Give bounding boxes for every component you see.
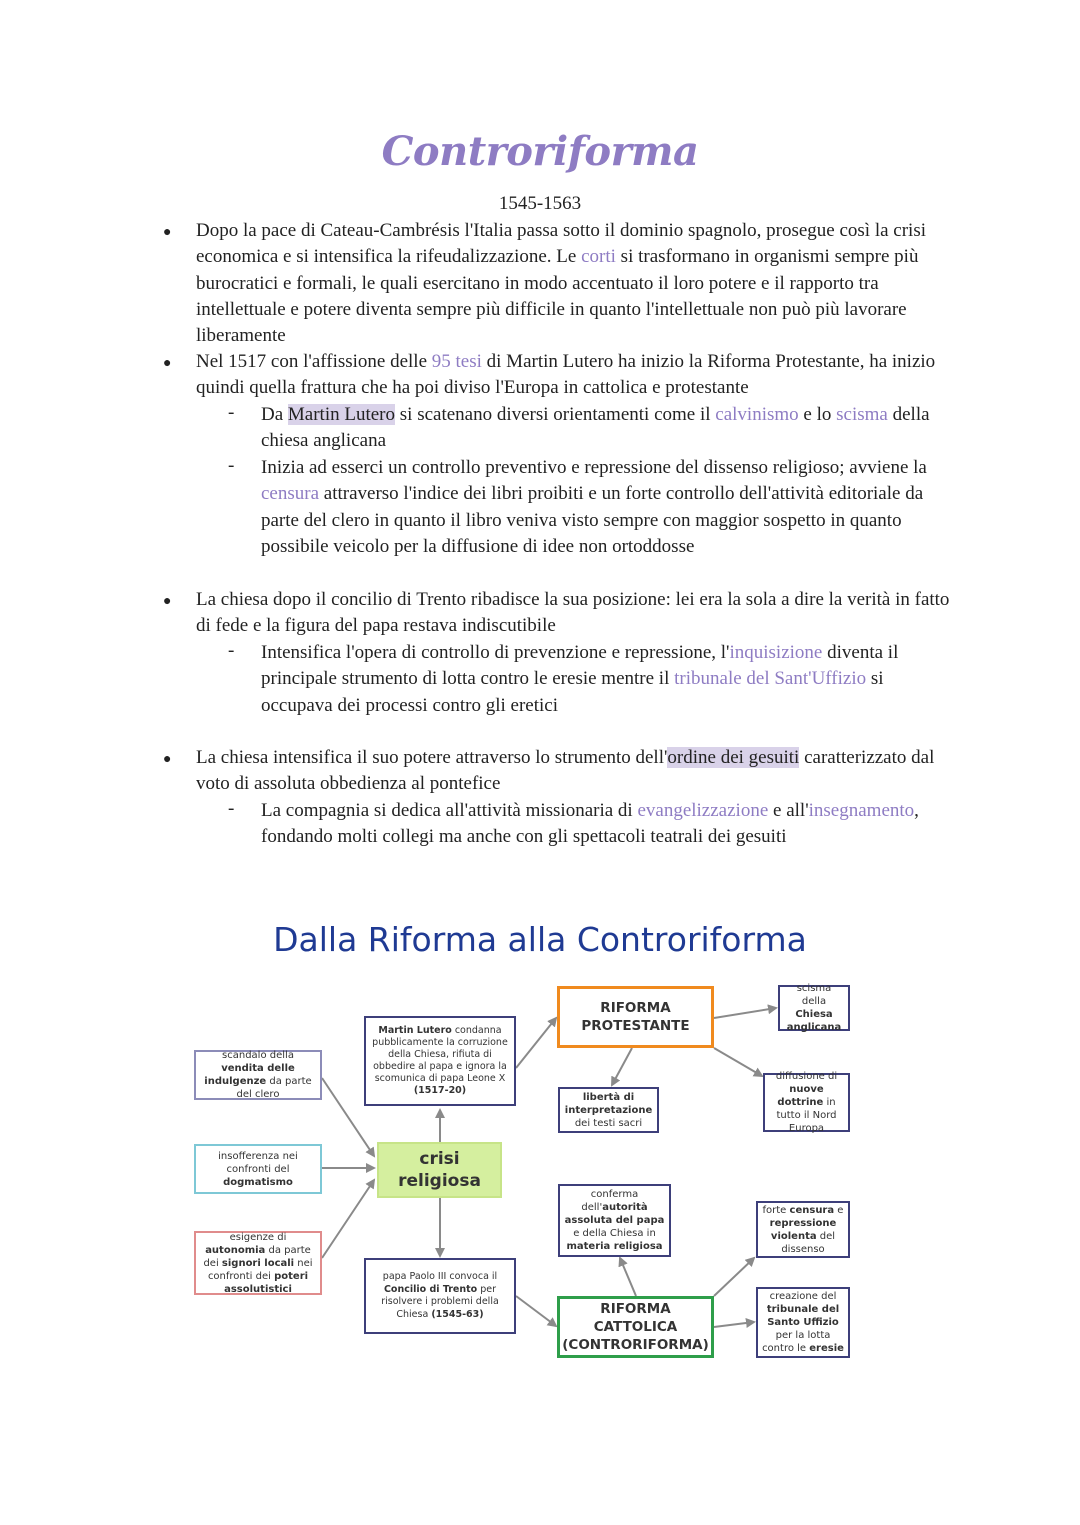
keyword-scisma: scisma xyxy=(836,404,888,425)
keyword-calvinismo: calvinismo xyxy=(715,404,799,425)
highlight-martin-lutero: Martin Lutero xyxy=(287,404,396,425)
p3-text-a: La chiesa dopo il concilio di Trento ribadisce la sua posizione: lei era la sola a dire la verità in fatto di fede e la figura del papa restava indiscutibile xyxy=(196,589,950,637)
p2s2-text-b: attraverso l'indice dei libri proibiti e un forte controllo dell'attività editoriale da parte del clero in quanto il libro veniva visto sempre con maggior sospetto in quanto possibile veicolo per la diffusione di idee non ortoddosse xyxy=(261,483,924,557)
p2s1-text-b: si scatenano diversi orientamenti come il xyxy=(395,404,716,425)
box-martin-lutero: Martin Lutero condanna pubblicamente la corruzione della Chiesa, rifiuta di obbedire al papa e ignora la scomunica di papa Leone X (1517-20) xyxy=(364,1016,516,1106)
p4s1-text-b: e all' xyxy=(768,800,809,821)
p2s1-text-a: Da xyxy=(261,404,288,425)
keyword-censura: censura xyxy=(261,483,320,505)
p2s1-text-c: e lo xyxy=(798,404,837,425)
p2-text-a: Nel 1517 con l'affissione delle xyxy=(196,351,432,372)
dash-1: - xyxy=(228,402,235,423)
p4-text-a: La chiesa intensifica il suo potere attraverso lo strumento dell' xyxy=(196,747,668,768)
highlight-ordine-gesuiti: ordine dei gesuiti xyxy=(667,747,800,768)
box-riforma-protestante: RIFORMA PROTESTANTE xyxy=(557,986,714,1048)
keyword-corti: corti xyxy=(581,246,616,268)
box-scandalo: scandalo della vendita delle indulgenze da parte del clero xyxy=(194,1050,322,1100)
box-riforma-cattolica: RIFORMA CATTOLICA (CONTRORIFORMA) xyxy=(557,1296,714,1358)
arrow-esigenze-crisi xyxy=(322,1180,374,1258)
arrow-cattolica-tribunale xyxy=(714,1322,754,1327)
p1-text-a: Dopo la pace di Cateau-Cambrésis l'Italia passa sotto il dominio spagnolo, prosegue così la crisi economica e si intensifica la rifeudalizzazione. Le xyxy=(196,220,927,268)
box-liberta: libertà di interpretazione dei testi sacri xyxy=(558,1087,659,1133)
p3s1-text-c: si occupava dei processi contro gli eretici xyxy=(261,668,884,716)
keyword-tribunale: tribunale del Sant'Uffizio xyxy=(674,668,867,690)
box-insofferenza: insofferenza nei confronti del dogmatismo xyxy=(194,1144,322,1194)
arrow-cattolica-censura xyxy=(714,1258,754,1296)
p2-text-b: di Martin Lutero ha inizio la Riforma Protestante, ha inizio quindi quella frattura che ha poi diviso l'Europa in cattolica e protestante xyxy=(196,351,936,399)
p4s1-text-a: La compagnia si dedica all'attività missionaria di xyxy=(261,800,638,821)
p4s1-text-c: , fondando molti collegi ma anche con gli spettacoli teatrali dei gesuiti xyxy=(261,800,919,848)
bullet-3: ● xyxy=(163,594,172,609)
page-title: Controriforma xyxy=(381,128,699,175)
box-censura: forte censura e repressione violenta del dissenso xyxy=(756,1201,850,1258)
box-tribunale: creazione del tribunale del Santo Uffizio per la lotta contro le eresie xyxy=(756,1287,850,1358)
p4-text-b: caratterizzato dal voto di assoluta obbedienza al pontefice xyxy=(196,747,935,795)
box-papa-paolo: papa Paolo III convoca il Concilio di Trento per risolvere i problemi della Chiesa (1545-63) xyxy=(364,1258,516,1334)
arrow-riforma-scisma xyxy=(714,1008,776,1018)
bullet-1: ● xyxy=(163,225,172,240)
box-conferma: conferma dell'autorità assoluta del papa e della Chiesa in materia religiosa xyxy=(558,1184,671,1257)
dash-3: - xyxy=(228,640,235,661)
bullet-2: ● xyxy=(163,356,172,371)
dash-2: - xyxy=(228,455,235,476)
p2s2-text-a: Inizia ad esserci un controllo preventivo e repressione del dissenso religioso; avviene la xyxy=(261,457,927,478)
arrow-riforma-liberta xyxy=(612,1048,632,1085)
p3s1-text-a: Intensifica l'opera di controllo di prevenzione e repressione, l' xyxy=(261,642,730,663)
box-crisi-religiosa: crisi religiosa xyxy=(377,1142,502,1198)
dash-4: - xyxy=(228,798,235,819)
p1-text-b: si trasformano in organismi sempre più burocratici e formali, le quali esercitano in modo accentuato il loro potere e il rapporto tra intellettuale e potere diventa sempre più difficile in quanto l'intellettuale non può più lavorare liberamente xyxy=(196,246,919,347)
diagram-title: Dalla Riforma alla Controriforma xyxy=(273,920,807,959)
dates-subtitle: 1545-1563 xyxy=(498,193,582,214)
arrow-lutero-riforma xyxy=(516,1018,556,1068)
arrow-paolo-cattolica xyxy=(516,1296,556,1326)
keyword-insegnamento: insegnamento xyxy=(808,800,915,821)
keyword-evangelizzazione: evangelizzazione xyxy=(637,800,769,821)
arrow-riforma-diffusione xyxy=(714,1048,762,1076)
bullet-4: ● xyxy=(163,752,172,767)
keyword-inquisizione: inquisizione xyxy=(729,642,823,663)
box-esigenze: esigenze di autonomia da parte dei signori locali nei confronti dei poteri assolutistici xyxy=(194,1231,322,1295)
p2s1-text-d: della chiesa anglicana xyxy=(261,404,930,452)
box-scisma-anglicana: scisma della Chiesa anglicana xyxy=(778,985,850,1031)
arrow-cattolica-conferma xyxy=(620,1258,636,1296)
p3s1-text-b: diventa il principale strumento di lotta contro le eresie mentre il xyxy=(261,642,899,690)
keyword-95-tesi: 95 tesi xyxy=(431,351,482,372)
box-diffusione: diffusione di nuove dottrine in tutto il Nord Europa xyxy=(763,1073,850,1132)
